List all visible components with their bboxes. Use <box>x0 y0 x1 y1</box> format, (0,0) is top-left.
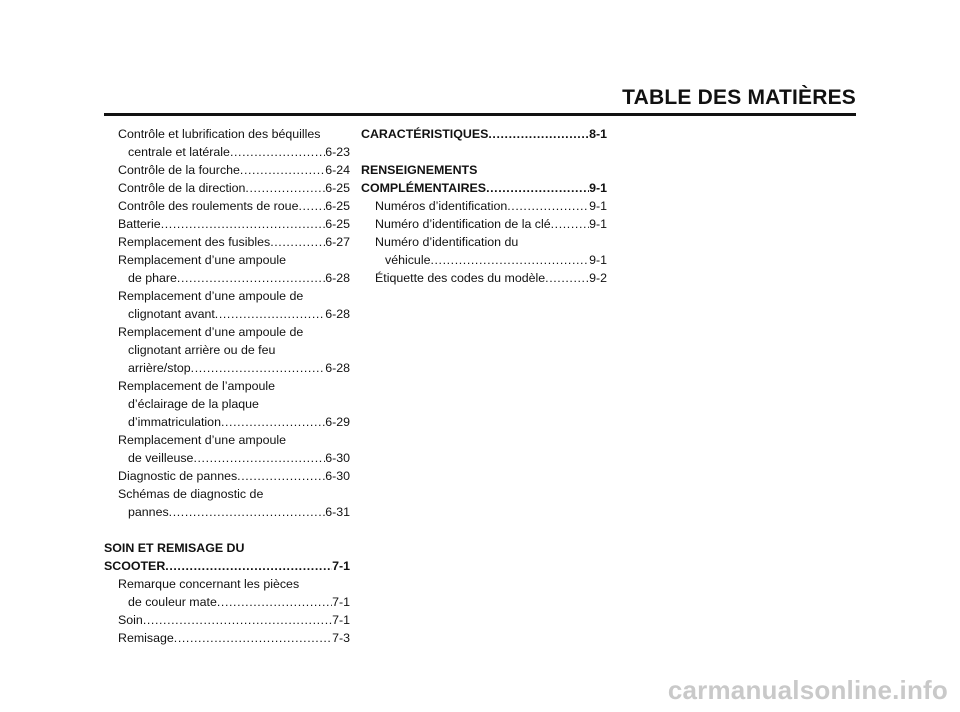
toc-entry[interactable] <box>104 611 350 629</box>
toc-page-number: 7-1 <box>332 595 350 609</box>
dot-leader <box>488 125 589 143</box>
toc-entry-line <box>118 215 350 233</box>
toc-entry-line <box>118 323 350 341</box>
toc-entry-text: centrale et latérale <box>128 145 230 159</box>
toc-entry-line <box>118 125 350 143</box>
toc-page-number: 6-29 <box>325 415 350 429</box>
toc-page-number: 6-25 <box>325 181 350 195</box>
toc-entry-line <box>118 161 350 179</box>
toc-entry-text: RENSEIGNEMENTS <box>361 163 478 177</box>
toc-entry-text: Étiquette des codes du modèle <box>375 271 546 285</box>
toc-entry-line <box>118 287 350 305</box>
toc-entry-text: Remplacement d’une ampoule <box>118 433 287 447</box>
toc-entry[interactable] <box>361 197 607 215</box>
toc-entry[interactable] <box>104 287 350 323</box>
toc-entry-text: Remarque concernant les pièces <box>118 577 300 591</box>
toc-page-number: 8-1 <box>589 127 607 141</box>
dot-leader <box>215 305 325 323</box>
dot-leader <box>551 215 589 233</box>
toc-entry-line <box>104 539 350 557</box>
toc-page-number: 6-28 <box>325 361 350 375</box>
toc-entry-line <box>118 593 350 611</box>
dot-leader <box>193 449 325 467</box>
dot-leader <box>240 161 325 179</box>
toc-section-entry[interactable] <box>104 539 350 575</box>
toc-entry-text: COMPLÉMENTAIRES <box>361 181 487 195</box>
toc-entry-text: Numéros d’identification <box>375 199 508 213</box>
dot-leader <box>507 197 589 215</box>
toc-entry-text: de veilleuse <box>128 451 194 465</box>
toc-entry-line <box>118 485 350 503</box>
toc-entry-line <box>118 431 350 449</box>
dot-leader <box>191 359 326 377</box>
toc-entry-text: Contrôle de la direction <box>118 181 246 195</box>
dot-leader <box>270 233 325 251</box>
toc-page-number: 7-1 <box>332 559 350 573</box>
toc-entry-text: véhicule <box>385 253 431 267</box>
dot-leader <box>169 503 326 521</box>
toc-entry[interactable] <box>104 629 350 647</box>
toc-entry[interactable] <box>104 431 350 467</box>
toc-page-number: 6-25 <box>325 199 350 213</box>
toc-entry-text: Batterie <box>118 217 161 231</box>
toc-entry[interactable] <box>361 215 607 233</box>
toc-entry-line <box>375 215 607 233</box>
toc-page-number: 9-1 <box>589 253 607 267</box>
toc-entry-line <box>375 197 607 215</box>
toc-entry-text: d’éclairage de la plaque <box>128 397 259 411</box>
dot-leader <box>165 557 332 575</box>
toc-entry-line <box>118 377 350 395</box>
toc-entry[interactable] <box>104 179 350 197</box>
dot-leader <box>177 269 325 287</box>
toc-entry[interactable] <box>104 251 350 287</box>
dot-leader <box>143 611 332 629</box>
toc-entry-text: de phare <box>128 271 177 285</box>
toc-entry-line <box>375 251 607 269</box>
toc-entry-text: SCOOTER <box>104 559 166 573</box>
page-title: TABLE DES MATIÈRES <box>622 86 856 109</box>
toc-entry[interactable] <box>104 161 350 179</box>
toc-entry-text: d’immatriculation <box>128 415 221 429</box>
toc-entry-text: Contrôle de la fourche <box>118 163 240 177</box>
toc-entry-line <box>118 233 350 251</box>
toc-entry-line <box>118 611 350 629</box>
dot-leader <box>230 143 325 161</box>
toc-column-left <box>104 125 350 647</box>
toc-entry-text: Contrôle des roulements de roue <box>118 199 299 213</box>
toc-entry-line <box>118 179 350 197</box>
toc-section-entry[interactable] <box>361 125 607 143</box>
toc-entry[interactable] <box>104 485 350 521</box>
toc-entry-line <box>118 575 350 593</box>
toc-entry-line <box>361 161 607 179</box>
watermark-text: carmanualsonline.info <box>667 675 948 705</box>
title-rule <box>104 113 856 116</box>
toc-entry-line <box>118 143 350 161</box>
dot-leader <box>174 629 332 647</box>
toc-entry-line <box>118 197 350 215</box>
toc-page-number: 6-24 <box>325 163 350 177</box>
dot-leader <box>245 179 325 197</box>
toc-entry-line <box>118 251 350 269</box>
toc-entry-line <box>375 269 607 287</box>
toc-entry-line <box>118 395 350 413</box>
toc-entry-line <box>361 125 607 143</box>
toc-entry-line <box>118 629 350 647</box>
toc-entry-text: clignotant avant <box>128 307 215 321</box>
toc-page-number: 9-1 <box>589 199 607 213</box>
toc-section-entry[interactable] <box>361 161 607 197</box>
toc-entry-text: Diagnostic de pannes <box>118 469 238 483</box>
toc-entry[interactable] <box>104 377 350 431</box>
toc-entry-text: Remplacement d’une ampoule de <box>118 289 304 303</box>
dot-leader <box>545 269 589 287</box>
toc-entry-line <box>104 557 350 575</box>
toc-entry-text: Remplacement de l’ampoule <box>118 379 276 393</box>
toc-entry-text: Remplacement d’une ampoule de <box>118 325 304 339</box>
toc-entry[interactable] <box>361 269 607 287</box>
toc-page-number: 6-28 <box>325 307 350 321</box>
dot-leader <box>161 215 325 233</box>
toc-entry-text: Remplacement des fusibles <box>118 235 271 249</box>
toc-page-number: 7-1 <box>332 613 350 627</box>
toc-page-number: 9-1 <box>589 181 607 195</box>
toc-entry-line <box>361 179 607 197</box>
dot-leader <box>486 179 589 197</box>
toc-entry-line <box>118 359 350 377</box>
toc-entry-line <box>118 305 350 323</box>
toc-page-number: 6-30 <box>325 451 350 465</box>
toc-page-number: 6-30 <box>325 469 350 483</box>
toc-entry[interactable] <box>104 575 350 611</box>
toc-column-right <box>361 125 607 287</box>
toc-entry-text: Numéro d’identification de la clé <box>375 217 551 231</box>
dot-leader <box>217 593 332 611</box>
toc-entry[interactable] <box>104 215 350 233</box>
toc-entry-text: pannes <box>128 505 169 519</box>
toc-entry-text: Remplacement d’une ampoule <box>118 253 287 267</box>
toc-entry[interactable] <box>104 233 350 251</box>
toc-page-number: 9-1 <box>589 217 607 231</box>
toc-page-number: 6-23 <box>325 145 350 159</box>
toc-entry-text: CARACTÉRISTIQUES <box>361 127 489 141</box>
toc-page-number: 6-25 <box>325 217 350 231</box>
toc-page-number: 7-3 <box>332 631 350 645</box>
toc-entry-text: SOIN ET REMISAGE DU <box>104 541 245 555</box>
toc-entry-line <box>118 467 350 485</box>
toc-entry[interactable] <box>104 323 350 377</box>
toc-entry-text: Schémas de diagnostic de <box>118 487 264 501</box>
toc-entry-line <box>118 269 350 287</box>
toc-page-number: 6-27 <box>325 235 350 249</box>
toc-entry-text: arrière/stop <box>128 361 191 375</box>
toc-entry-text: clignotant arrière ou de feu <box>128 343 276 357</box>
toc-entry-text: Contrôle et lubrification des béquilles <box>118 127 321 141</box>
toc-entry-line <box>118 503 350 521</box>
toc-page-number: 6-31 <box>325 505 350 519</box>
toc-entry-text: de couleur mate <box>128 595 217 609</box>
dot-leader <box>221 413 325 431</box>
toc-entry-text: Numéro d’identification du <box>375 235 519 249</box>
dot-leader <box>430 251 589 269</box>
toc-entry[interactable] <box>104 197 350 215</box>
toc-entry[interactable] <box>104 125 350 161</box>
toc-entry-text: Soin <box>118 613 143 627</box>
dot-leader <box>298 197 325 215</box>
toc-page-number: 9-2 <box>589 271 607 285</box>
toc-entry-line <box>118 449 350 467</box>
toc-entry[interactable] <box>104 467 350 485</box>
dot-leader <box>237 467 325 485</box>
toc-entry-line <box>375 233 607 251</box>
toc-entry[interactable] <box>361 233 607 269</box>
toc-entry-text: Remisage <box>118 631 174 645</box>
toc-page-number: 6-28 <box>325 271 350 285</box>
toc-entry-line <box>118 341 350 359</box>
toc-entry-line <box>118 413 350 431</box>
